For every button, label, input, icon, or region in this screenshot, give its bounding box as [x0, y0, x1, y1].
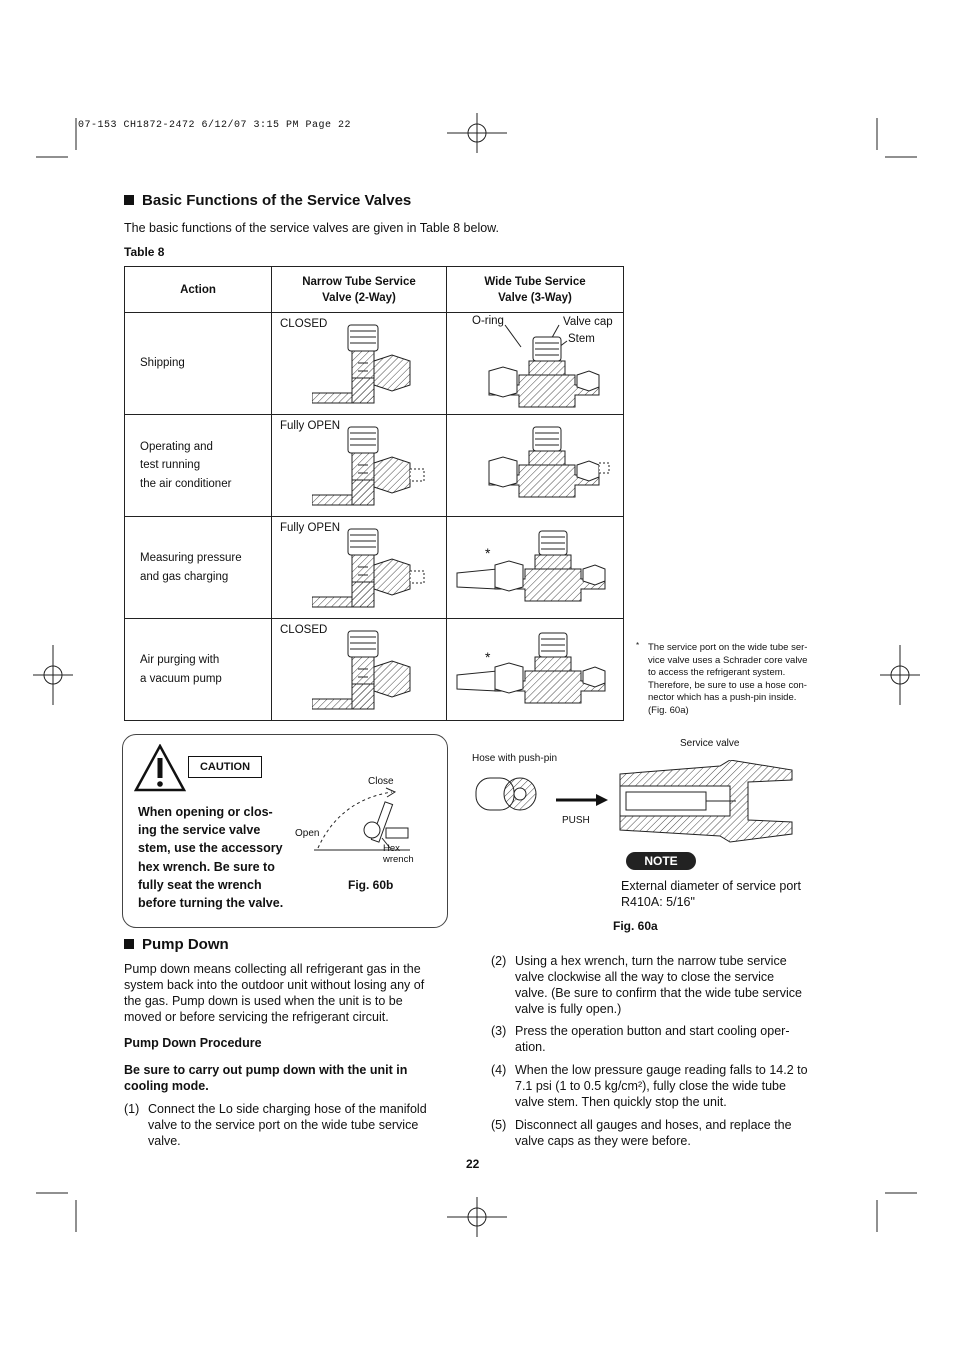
caution-text: When opening or clos- ing the service valve stem, use the accessory hex wrench. Be sure to fully seat the wrench before turning the valve.: [138, 805, 284, 911]
oring-callout: O-ring: [472, 315, 504, 327]
wide-valve-shipping-drawing: [447, 313, 625, 414]
section-intro: The basic functions of the service valves are given in Table 8 below.: [124, 221, 499, 235]
hex-wrench-label: Hex wrench: [383, 843, 414, 865]
narrow-valve-closed-drawing: [312, 629, 442, 719]
header-wide: Wide Tube Service Valve (3-Way): [447, 267, 624, 313]
narrow-valve-open-drawing: [312, 425, 442, 515]
stem-callout: Stem: [568, 333, 595, 345]
valve-cap-callout: Valve cap: [563, 316, 613, 328]
header-action: Action: [125, 267, 272, 313]
pump-down-paragraph: Pump down means collecting all refrigerant gas in the system back into the outdoor unit without losing any of the gas. Pump down is used when the unit is to be moved or before servicing the refrigerant circuit.: [124, 962, 425, 1024]
note-text: External diameter of service port R410A: 5/16": [621, 879, 801, 909]
narrow-valve-cell: [272, 313, 447, 415]
fig-60a-caption: Fig. 60a: [613, 919, 658, 933]
valve-state: CLOSED: [280, 318, 328, 330]
valve-state: Fully OPEN: [280, 522, 341, 534]
footnote: * The service port on the wide tube ser- vice valve uses a Schrader core valve to access the refrigerant system. Therefore, be sure to use a hose con- nector which has a push-pin inside. (Fig. 60a): [636, 641, 808, 716]
row-action: Measuring pressure and gas charging: [125, 517, 272, 619]
valve-state: Fully OPEN: [280, 420, 341, 432]
step-5: (5) Disconnect all gauges and hoses, and replace the valve caps as they were before.: [491, 1118, 792, 1148]
print-header: 07-153 CH1872-2472 6/12/07 3:15 PM Page 22: [78, 120, 352, 131]
step-1: (1) Connect the Lo side charging hose of the manifold valve to the service port on the wide tube service valve.: [124, 1102, 427, 1148]
wide-valve-vacuum-drawing: [447, 619, 625, 720]
wide-valve-cell: [447, 415, 624, 517]
section-title-pump-down: Pump Down: [124, 936, 229, 953]
wide-valve-cell: [447, 313, 624, 415]
narrow-valve-cell: [272, 415, 447, 517]
step-2: (2) Using a hex wrench, turn the narrow tube service valve clockwise all the way to close the service valve. (Be sure to confirm that the wide tube service valve is fully open.): [491, 954, 802, 1016]
step-4: (4) When the low pressure gauge reading falls to 14.2 to 7.1 psi (1 to 0.5 kg/cm²), fully close the wide tube valve stem. Then quickly stop the unit.: [491, 1063, 808, 1109]
procedure-warning: Be sure to carry out pump down with the unit in cooling mode.: [124, 1063, 408, 1093]
valve-state: CLOSED: [280, 624, 328, 636]
caution-label: CAUTION: [188, 756, 262, 778]
wide-valve-cell: [447, 619, 624, 721]
close-label: Close: [368, 776, 394, 787]
page-number: 22: [466, 1157, 480, 1171]
open-label: Open: [295, 828, 320, 839]
wide-valve-cell: [447, 517, 624, 619]
hose-label: Hose with push-pin: [472, 753, 558, 764]
row-action: Shipping: [125, 313, 272, 415]
narrow-valve-cell: [272, 619, 447, 721]
fig-60a-drawing: [470, 760, 800, 850]
table-8: [124, 266, 624, 721]
narrow-valve-closed-drawing: [312, 323, 442, 413]
step-3: (3) Press the operation button and start cooling oper- ation.: [491, 1024, 790, 1054]
wide-valve-gauge-drawing: [447, 517, 625, 618]
row-action: Air purging with a vacuum pump: [125, 619, 272, 721]
asterisk-mark: *: [485, 649, 491, 665]
fig-60b-caption: Fig. 60b: [348, 878, 394, 892]
section-title-service-valves: Basic Functions of the Service Valves: [124, 192, 411, 209]
note-badge: NOTE: [626, 852, 696, 870]
push-label: PUSH: [562, 815, 590, 826]
table-caption: Table 8: [124, 245, 165, 259]
service-valve-label: Service valve: [680, 738, 740, 749]
narrow-valve-open-drawing: [312, 527, 442, 617]
procedure-title: Pump Down Procedure: [124, 1036, 262, 1050]
warning-triangle-icon: [134, 744, 186, 792]
header-narrow: Narrow Tube Service Valve (2-Way): [272, 267, 447, 313]
row-action: Operating and test running the air conditioner: [125, 415, 272, 517]
asterisk-mark: *: [485, 545, 491, 561]
narrow-valve-cell: [272, 517, 447, 619]
wide-valve-open-drawing: [447, 415, 625, 516]
